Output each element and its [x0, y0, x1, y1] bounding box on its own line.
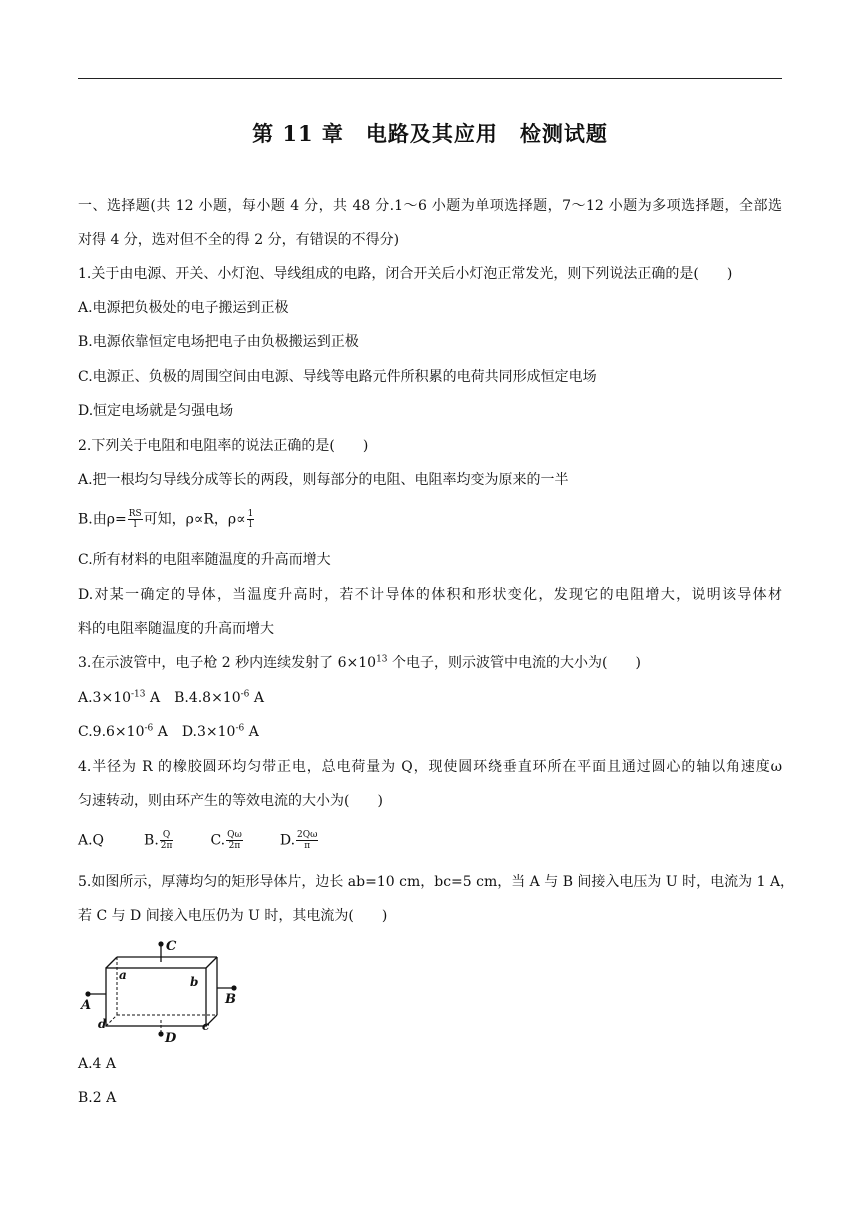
- q4-option-b-fraction: [160, 830, 174, 851]
- q4-options: [78, 830, 319, 851]
- q4-stem-line2: 匀速转动，则由环产生的等效电流的大小为( ): [78, 793, 383, 809]
- fraction-denominator: 2π: [228, 841, 241, 851]
- q3-stem-pre: 3.在示波管中，电子枪 2 秒内连续发射了 6×10: [78, 655, 377, 671]
- fraction-denominator: π: [304, 841, 311, 851]
- fraction-denominator: l: [249, 520, 252, 530]
- q5-stem-line2: 若 C 与 D 间接入电压仍为 U 时，其电流为( ): [78, 908, 388, 924]
- q1-option-d: D.恒定电场就是匀强电场: [78, 403, 234, 419]
- q5-option-b: B.2 A: [78, 1090, 117, 1106]
- q2-b-text-mid: 可知，ρ∝R，ρ∝: [143, 511, 246, 528]
- label-b: b: [190, 975, 199, 989]
- label-a: a: [119, 968, 127, 982]
- q2-b-text-pre: B.由ρ=: [78, 511, 127, 528]
- q4-option-d-label: D.: [279, 832, 296, 849]
- q3-c-exponent: -6: [144, 723, 154, 734]
- q1-stem: 1.关于由电源、开关、小灯泡、导线组成的电路，闭合开关后小灯泡正常发光，则下列说法正确的是( ): [78, 266, 733, 282]
- label-C: C: [166, 939, 177, 954]
- label-B: B: [225, 992, 236, 1007]
- q3-stem: [78, 653, 641, 673]
- q4-option-b-label: B.: [144, 832, 159, 849]
- q2-b-fraction-1: [128, 509, 143, 530]
- fraction-numerator: Q: [160, 830, 174, 841]
- q3-b-post: A: [249, 690, 264, 706]
- fraction-numerator: Qω: [227, 830, 242, 840]
- page-title: 第 11 章 电路及其应用 检测试题: [252, 121, 608, 146]
- conductor-block-figure: [76, 938, 248, 1046]
- terminal-c-dot: [158, 941, 163, 946]
- label-d: d: [98, 1017, 107, 1031]
- section-instructions-line1: 一、选择题(共 12 小题，每小题 4 分，共 48 分.1～6 小题为单项选择题，7～12 小题为多项选择题，全部选: [78, 198, 782, 214]
- fraction-numerator: 2Qω: [297, 830, 318, 840]
- q4-option-a: A.Q: [78, 832, 105, 849]
- q4-option-d-fraction: [296, 830, 318, 851]
- q3-c-pre: C.9.6×10: [78, 724, 145, 740]
- q3-stem-post: 个电子，则示波管中电流的大小为( ): [387, 655, 641, 671]
- fraction-denominator: 2π: [160, 841, 173, 851]
- fraction-denominator: l: [133, 520, 137, 530]
- q2-option-b: [78, 509, 255, 530]
- q2-option-d-line1: D.对某一确定的导体，当温度升高时，若不计导体的体积和形状变化，发现它的电阻增大，说明该导体材: [78, 587, 782, 603]
- q3-b-exponent: -6: [240, 689, 250, 700]
- q3-d-post: A: [244, 724, 259, 740]
- header-rule: [78, 78, 782, 79]
- q3-options-ab: [78, 688, 264, 708]
- q2-option-d-line2: 料的电阻率随温度的升高而增大: [78, 621, 274, 637]
- q1-option-a: A.电源把负极处的电子搬运到正极: [78, 300, 289, 316]
- q5-stem-line1: 5.如图所示，厚薄均匀的矩形导体片，边长 ab=10 cm，bc=5 cm，当 A 与 B 间接入电压为 U 时，电流为 1 A，: [78, 874, 795, 890]
- q1-option-c: C.电源正、负极的周围空间由电源、导线等电路元件所积累的电荷共同形成恒定电场: [78, 369, 597, 385]
- q3-options-cd: [78, 722, 259, 742]
- q4-stem-line1: 4.半径为 R 的橡胶圆环均匀带正电，总电荷量为 Q，现使圆环绕垂直环所在平面且通过圆心的轴以角速度ω: [78, 759, 782, 775]
- label-A: A: [81, 998, 92, 1013]
- fraction-numerator: RS: [128, 509, 142, 519]
- q3-d-exponent: -6: [235, 723, 245, 734]
- fraction-numerator: 1: [247, 509, 254, 519]
- section-instructions-line2: 对得 4 分，选对但不全的得 2 分，有错误的不得分): [78, 232, 400, 248]
- q3-stem-exponent: 13: [376, 654, 388, 665]
- q1-option-b: B.电源依靠恒定电场把电子由负极搬运到正极: [78, 334, 359, 350]
- q4-option-c-label: C.: [210, 832, 226, 849]
- q5-option-a: A.4 A: [78, 1056, 117, 1072]
- q2-option-c: C.所有材料的电阻率随温度的升高而增大: [78, 552, 331, 568]
- terminal-d-dot: [158, 1031, 163, 1036]
- label-c: c: [202, 1019, 210, 1033]
- q3-a-exponent: -13: [131, 689, 146, 700]
- terminal-a-dot: [85, 991, 90, 996]
- q4-option-c-fraction: [226, 830, 243, 851]
- q2-option-a: A.把一根均匀导线分成等长的两段，则每部分的电阻、电阻率均变为原来的一半: [78, 472, 569, 488]
- q3-a-post: A B.4.8×10: [145, 690, 241, 706]
- terminal-b-dot: [231, 985, 236, 990]
- q3-a-pre: A.3×10: [78, 690, 132, 706]
- q2-b-fraction-2: [247, 509, 255, 530]
- q3-c-post: A D.3×10: [153, 724, 236, 740]
- label-D: D: [165, 1031, 177, 1046]
- q2-stem: 2.下列关于电阻和电阻率的说法正确的是( ): [78, 438, 369, 454]
